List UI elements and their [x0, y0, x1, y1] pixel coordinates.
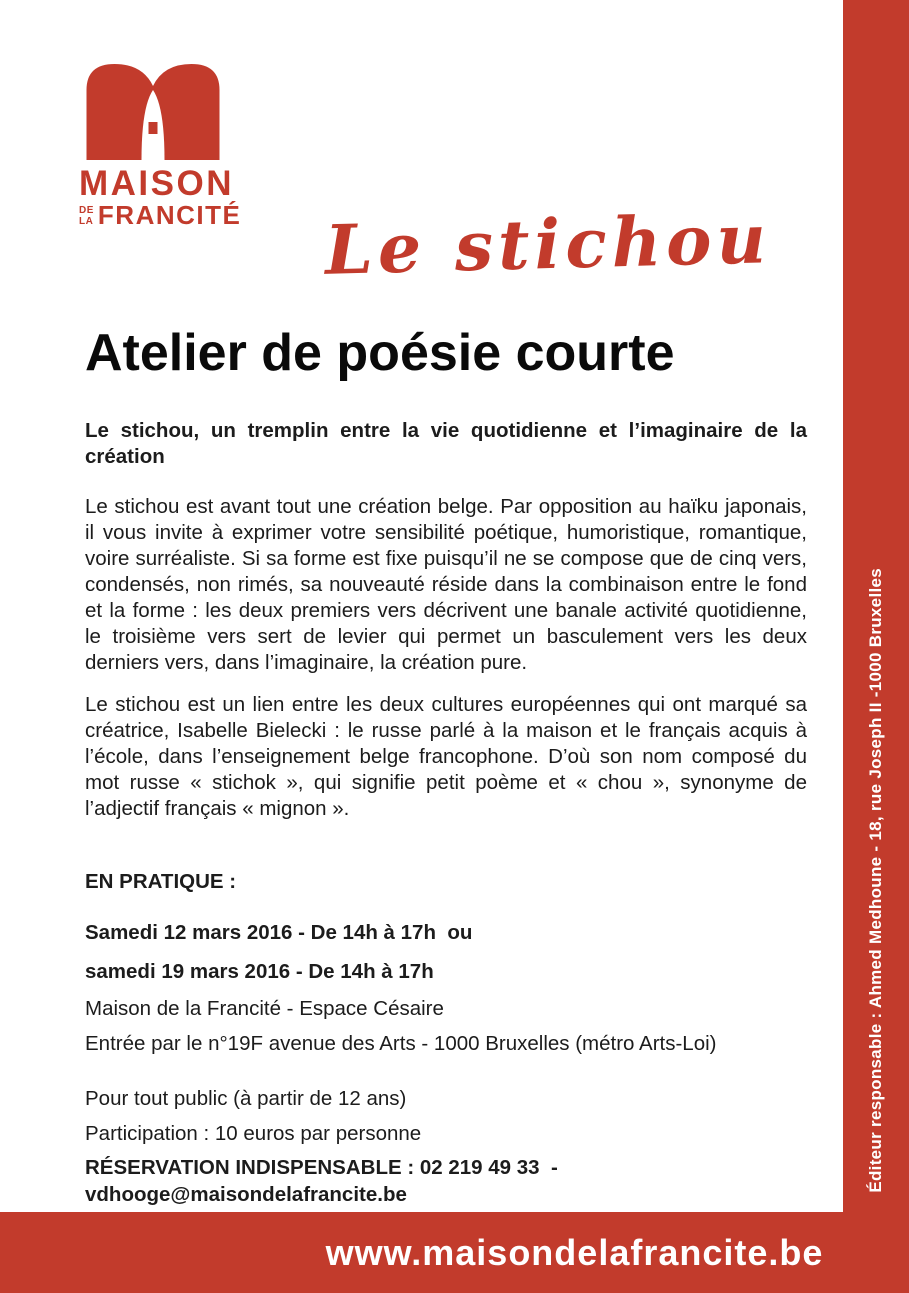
reservation-line: RÉSERVATION INDISPENSABLE : 02 219 49 33 - vdhooge@maisondelafrancite.be	[85, 1156, 558, 1206]
logo-text-de: DE	[79, 205, 94, 217]
logo-text-de-la	[79, 206, 94, 227]
flyer-content	[79, 0, 807, 1206]
intro-paragraph: Le stichou, un tremplin entre la vie quotidienne et l’imaginaire de la création	[85, 418, 807, 468]
logo-mark-icon	[79, 60, 227, 160]
maison-francite-logo	[79, 60, 309, 230]
practical-section	[85, 868, 807, 1208]
en-pratique-heading: EN PRATIQUE :	[85, 870, 237, 893]
logo-text-la: LA	[79, 215, 94, 227]
right-red-bar	[843, 0, 909, 1293]
paragraph-1: Le stichou est avant tout une création belge. Par opposition au haïku japonais, il vous invite à exprimer votre sensibilité poétique, humoristique, romantique, voire surréaliste. Si sa forme est fixe puisqu’il ne se compose que de cinq vers, condensés, non rimés, sa nouveauté réside dans la combinaison entre le fond et la forme : les deux premiers vers décrivent une banale activité quotidienne, le troisième vers sert de levier qui permet un basculement vers les deux derniers vers, dans l’imaginaire, la création pure.	[85, 494, 807, 674]
entrance-line: Entrée par le n°19F avenue des Arts - 1000 Bruxelles (métro Arts-Loi)	[85, 1032, 717, 1055]
headline-atelier: Atelier de poésie courte	[85, 324, 675, 383]
website-url: www.maisondelafrancite.be	[325, 1231, 824, 1273]
editor-credit-vertical-text: Éditeur responsable : Ahmed Medhoune - 18, rue Joseph II -1000 Bruxelles	[866, 568, 885, 1193]
date-line-1: Samedi 12 mars 2016 - De 14h à 17h ou	[85, 921, 473, 944]
date-line-2: samedi 19 mars 2016 - De 14h à 17h	[85, 960, 434, 983]
public-line: Pour tout public (à partir de 12 ans)	[85, 1087, 407, 1110]
logo-text-row	[79, 200, 309, 230]
logo-text-francite: FRANCITÉ	[97, 200, 242, 230]
title-le-stichou: Le stichou	[324, 199, 772, 291]
footer-bar	[0, 1212, 909, 1293]
participation-line: Participation : 10 euros par personne	[85, 1122, 422, 1145]
logo-text-maison: MAISON	[79, 164, 234, 203]
venue-line: Maison de la Francité - Espace Césaire	[85, 997, 444, 1020]
paragraph-2: Le stichou est un lien entre les deux cultures européennes qui ont marqué sa créatrice, Isabelle Bielecki : le russe parlé à la maison et le français acquis à l’école, dans l’enseignement belge francophone. D’où son nom composé du mot russe « stichok », qui signifie petit poème et « chou », synonyme de l’adjectif français « mignon ».	[85, 692, 807, 820]
